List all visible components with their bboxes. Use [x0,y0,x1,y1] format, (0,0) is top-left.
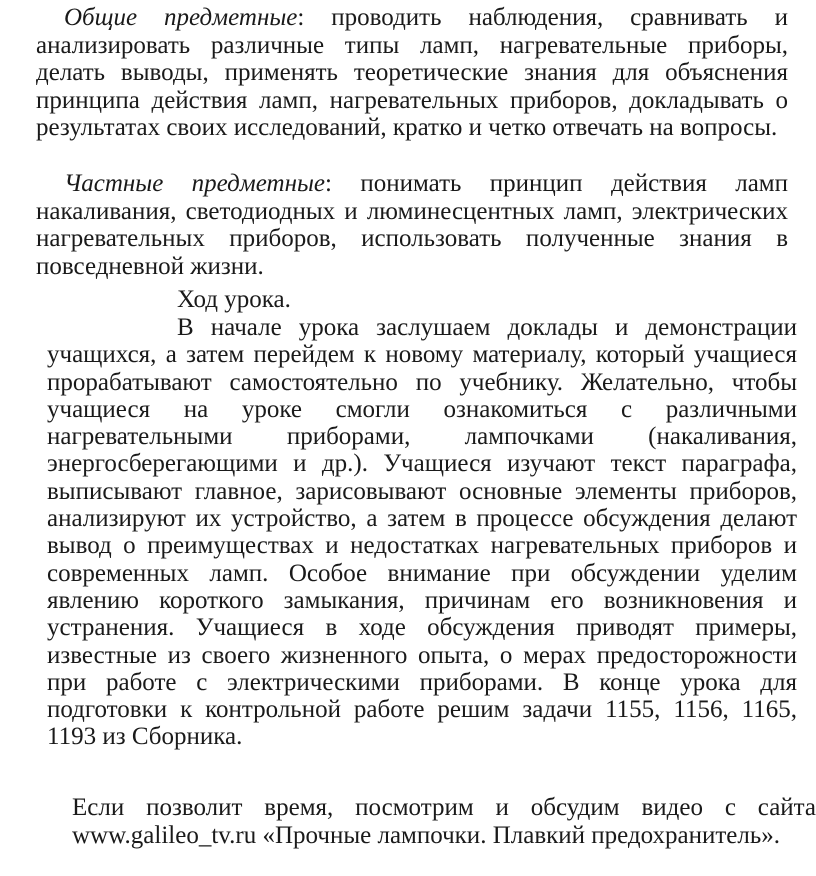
particular-objectives-paragraph [36,170,788,280]
lesson-extra-paragraph: Если позволит время, посмотрим и обсудим видео с сайта www.galileo_tv.ru «Прочные лампочки. Плавкий предохранитель». [72,794,816,849]
lesson-heading: Ход урока. [177,286,291,313]
general-objectives-term: Общие предметные [64,4,298,31]
general-objectives-paragraph [36,4,788,142]
particular-objectives-term: Частные предметные [64,170,326,197]
general-objectives-text: : проводить наблюдения, сравнивать и анализировать различные типы ламп, нагревательные приборы, делать выводы, применять теоретические знания для объяснения принципа действия ламп, нагревательных приборов, докладывать о результатах своих исследований, кратко и четко отвечать на вопросы. [36,4,788,141]
lesson-body-paragraph: В начале урока заслушаем доклады и демонстрации учащихся, а затем перейдем к новому материалу, который учащиеся прорабатывают самостоятельно по учебнику. Желательно, чтобы учащиеся на уроке смогли ознакомиться с различными нагревательными приборами, лампочками (накаливания, энергосберегающими и др.). Учащиеся изучают текст параграфа, выписывают главное, зарисовывают основные элементы приборов, анализируют их устройство, а затем в процессе обсуждения делают вывод о преимуществах и недостатках нагревательных приборов и современных ламп. Особое внимание при обсуждении уделим явлению короткого замыкания, причинам его возникновения и устранения. Учащиеся в ходе обсуждения приводят примеры, известные из своего жизненного опыта, о мерах предосторожности при работе с электрическими приборами. В конце урока для подготовки к контрольной работе решим задачи 1155, 1156, 1165, 1193 из Сборника. [47,314,797,751]
particular-objectives-text: : понимать принцип действия ламп накаливания, светодиодных и люминесцентных ламп, электрических нагревательных приборов, использовать полученные знания в повседневной жизни. [36,170,788,280]
